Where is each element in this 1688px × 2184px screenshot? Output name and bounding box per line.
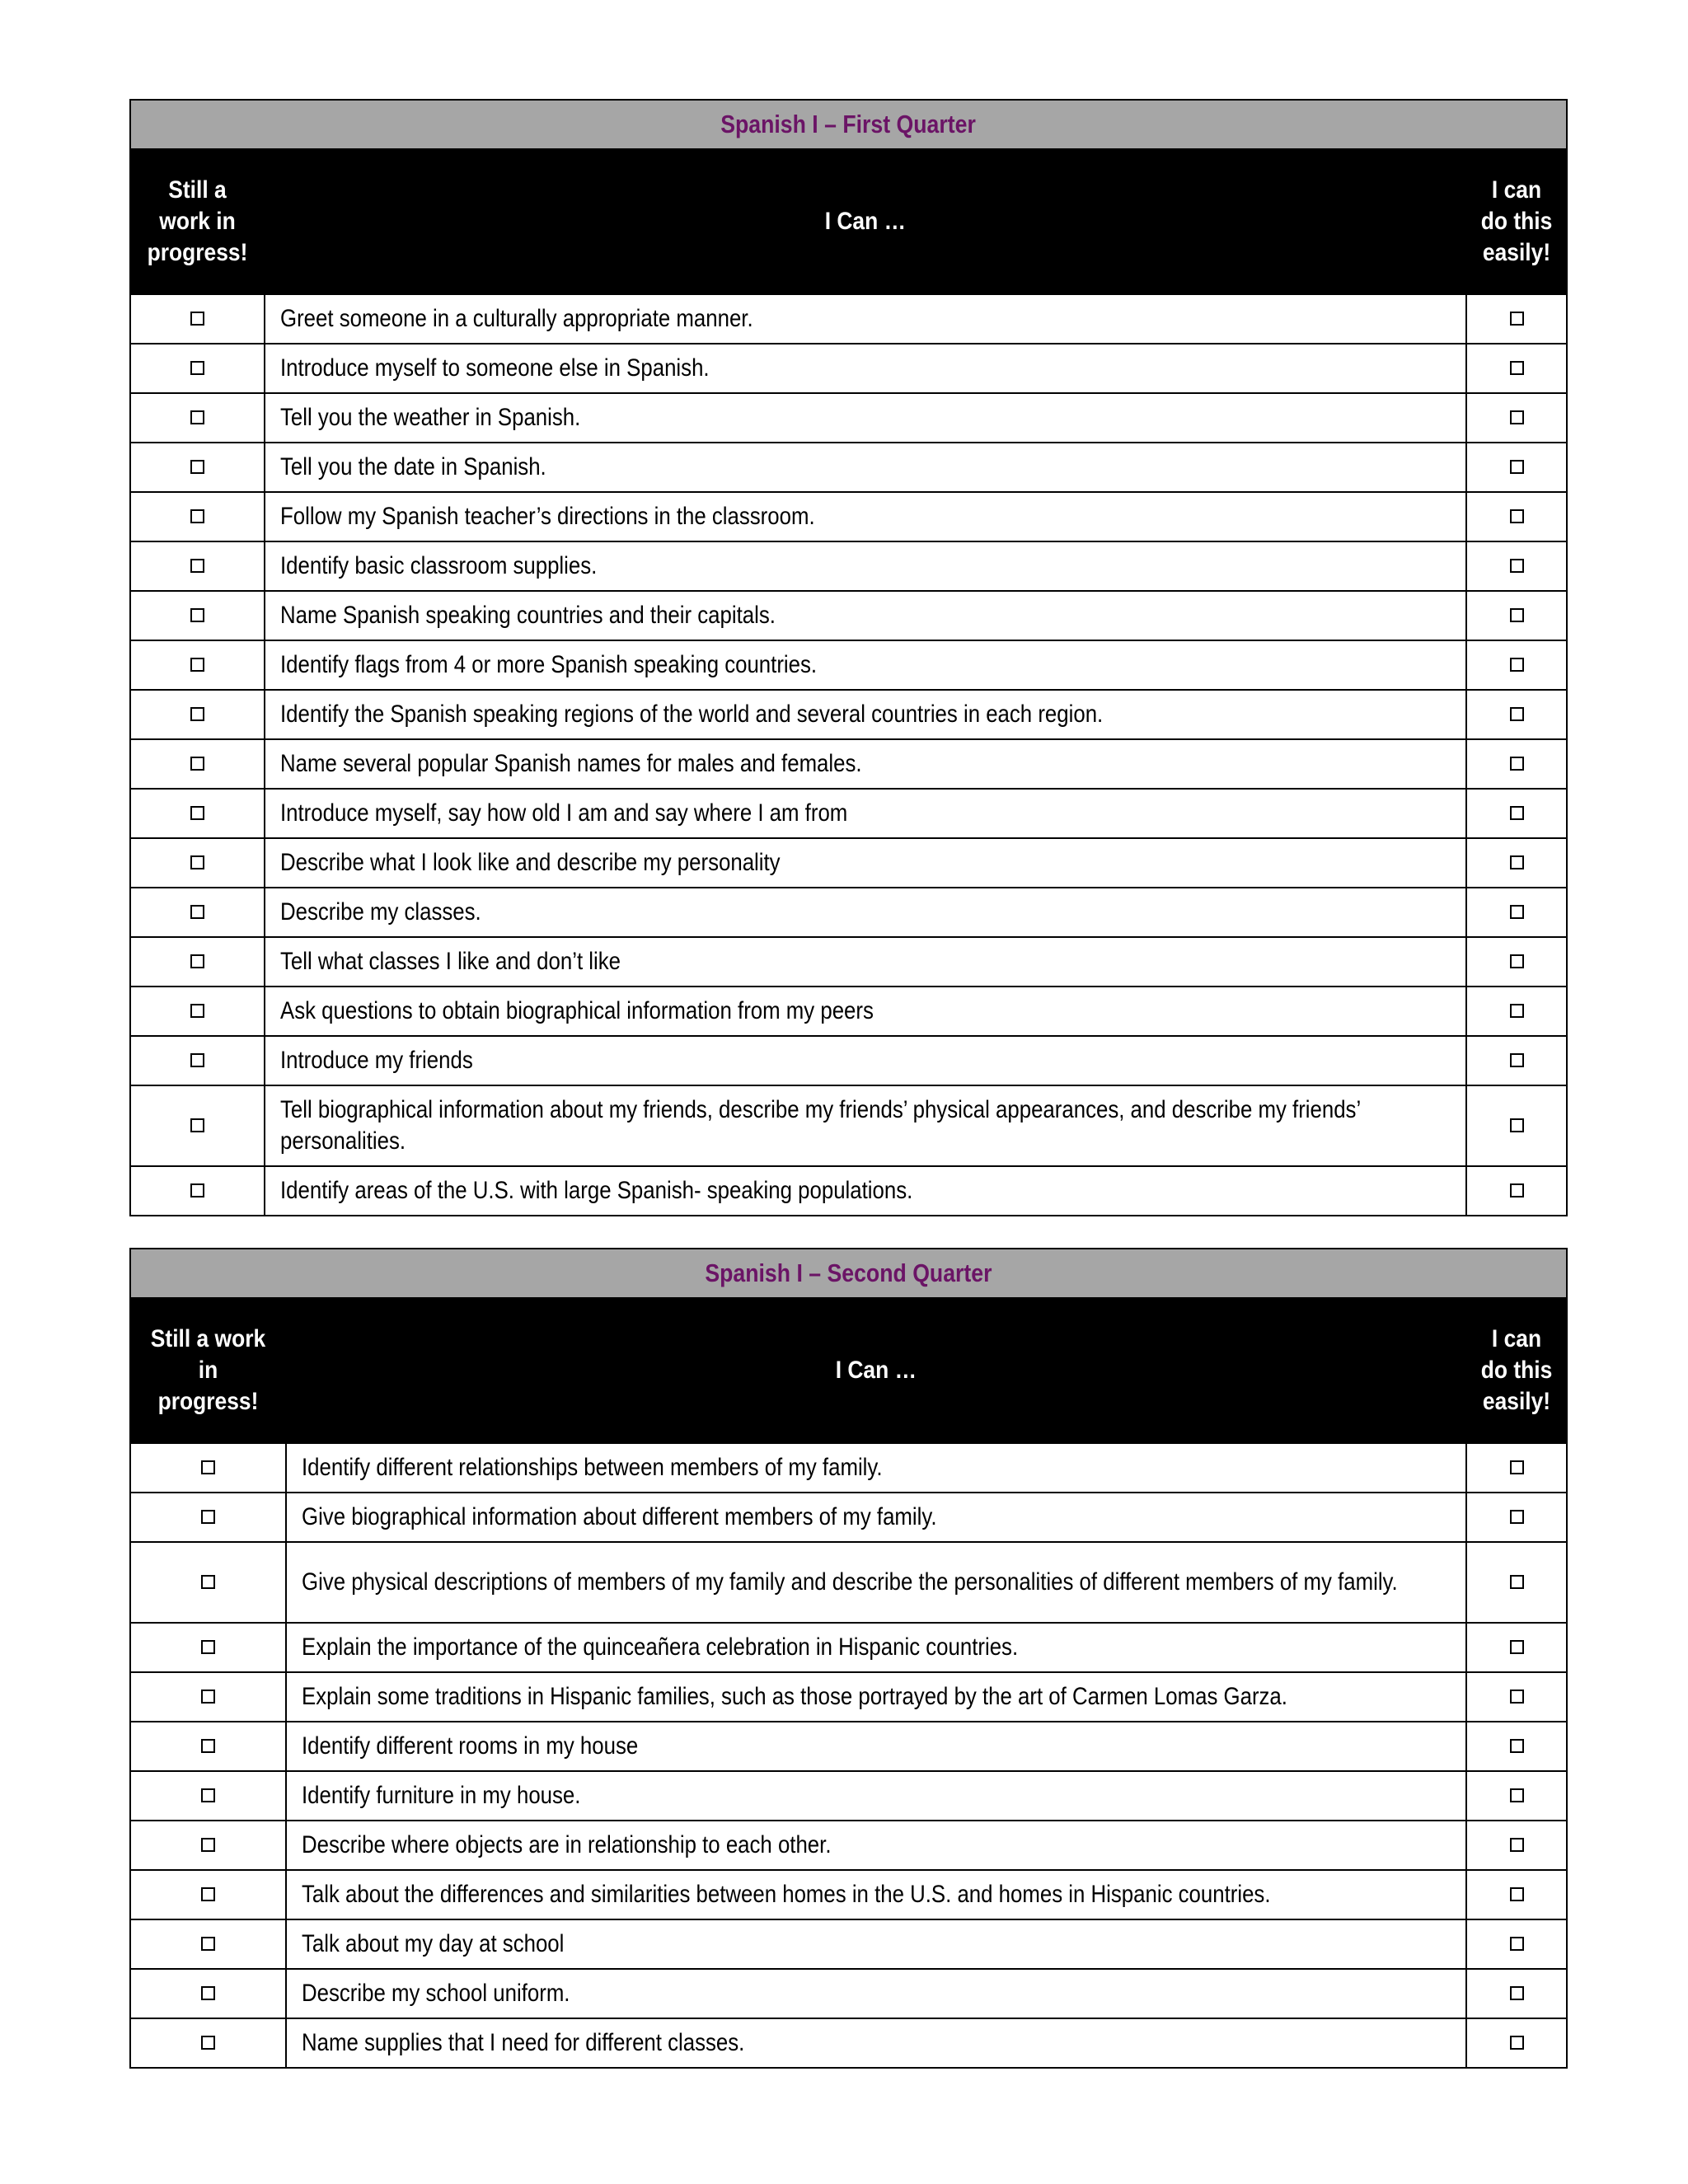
- table-row: [130, 294, 1567, 344]
- work-in-progress-checkbox[interactable]: [190, 855, 204, 869]
- work-in-progress-checkbox[interactable]: [190, 1118, 204, 1132]
- header-row: [130, 1298, 1567, 1443]
- section-title-text: Spanish I – Second Quarter: [705, 1258, 992, 1287]
- i-can-statement: Describe my school uniform.: [302, 1980, 570, 2007]
- i-can-statement-cell: [286, 1722, 1466, 1771]
- i-can-statement-cell: [265, 492, 1466, 541]
- table-row: [130, 1493, 1567, 1542]
- i-can-statement: Describe what I look like and describe my personality: [280, 849, 781, 876]
- i-can-statement-cell: [286, 1672, 1466, 1722]
- work-in-progress-checkbox[interactable]: [190, 954, 204, 968]
- can-do-easily-checkbox[interactable]: [1510, 1887, 1524, 1901]
- i-can-statement-cell: [265, 789, 1466, 838]
- work-in-progress-cell: [130, 1821, 286, 1870]
- work-in-progress-checkbox[interactable]: [190, 806, 204, 820]
- work-in-progress-checkbox[interactable]: [190, 1004, 204, 1018]
- table-row: [130, 1542, 1567, 1623]
- table-row: [130, 443, 1567, 492]
- work-in-progress-cell: [130, 1623, 286, 1672]
- work-in-progress-checkbox[interactable]: [190, 460, 204, 474]
- i-can-statement-cell: [265, 591, 1466, 640]
- can-do-easily-checkbox[interactable]: [1510, 2036, 1524, 2050]
- i-can-statement: Identify flags from 4 or more Spanish speaking countries.: [280, 651, 818, 678]
- work-in-progress-cell: [130, 937, 265, 987]
- work-in-progress-checkbox[interactable]: [201, 1510, 215, 1524]
- work-in-progress-checkbox[interactable]: [201, 1690, 215, 1704]
- i-can-statement: Identify furniture in my house.: [302, 1782, 581, 1809]
- i-can-statement-cell: [286, 1870, 1466, 1919]
- i-can-statement: Introduce my friends: [280, 1047, 473, 1074]
- i-can-statement-cell: [286, 1821, 1466, 1870]
- work-in-progress-cell: [130, 1771, 286, 1821]
- table-row: [130, 541, 1567, 591]
- i-can-statement-cell: [265, 937, 1466, 987]
- work-in-progress-cell: [130, 1969, 286, 2018]
- can-do-easily-checkbox[interactable]: [1510, 559, 1524, 573]
- can-do-easily-checkbox[interactable]: [1510, 806, 1524, 820]
- can-do-easily-checkbox[interactable]: [1510, 460, 1524, 474]
- i-can-statement-cell: [286, 1542, 1466, 1623]
- section-title: [130, 1249, 1567, 1298]
- table-row: [130, 1969, 1567, 2018]
- i-can-statement-cell: [286, 1919, 1466, 1969]
- i-can-statement-cell: [265, 690, 1466, 739]
- i-can-statement: Identify different rooms in my house: [302, 1732, 639, 1760]
- i-can-statement: Greet someone in a culturally appropriate manner.: [280, 305, 753, 332]
- second-quarter-table: [129, 1248, 1568, 2069]
- work-in-progress-checkbox[interactable]: [201, 1788, 215, 1802]
- work-in-progress-cell: [130, 541, 265, 591]
- i-can-statement: Name Spanish speaking countries and their capitals.: [280, 602, 776, 629]
- table-row: [130, 1085, 1567, 1166]
- table-row: [130, 789, 1567, 838]
- work-in-progress-cell: [130, 789, 265, 838]
- can-do-easily-checkbox[interactable]: [1510, 1004, 1524, 1018]
- work-in-progress-cell: [130, 1672, 286, 1722]
- i-can-statement: Introduce myself to someone else in Spanish.: [280, 354, 710, 382]
- i-can-statement: Name supplies that I need for different classes.: [302, 2029, 745, 2056]
- table-row: [130, 640, 1567, 690]
- work-in-progress-checkbox[interactable]: [201, 1575, 215, 1589]
- header-row: [130, 149, 1567, 294]
- work-in-progress-checkbox[interactable]: [190, 1053, 204, 1067]
- i-can-statement-cell: [265, 1166, 1466, 1216]
- table-row: [130, 591, 1567, 640]
- work-in-progress-cell: [130, 838, 265, 888]
- work-in-progress-cell: [130, 888, 265, 937]
- work-in-progress-cell: [130, 1493, 286, 1542]
- i-can-statement-cell: [265, 443, 1466, 492]
- work-in-progress-cell: [130, 1085, 265, 1166]
- work-in-progress-checkbox[interactable]: [201, 1838, 215, 1852]
- i-can-statement: Name several popular Spanish names for males and females.: [280, 750, 862, 777]
- can-do-easily-checkbox[interactable]: [1510, 1575, 1524, 1589]
- table-row: [130, 1443, 1567, 1493]
- work-in-progress-cell: [130, 2018, 286, 2068]
- i-can-statement-cell: [286, 2018, 1466, 2068]
- i-can-statement: Talk about the differences and similarities between homes in the U.S. and homes in Hispanic countries.: [302, 1881, 1271, 1908]
- work-in-progress-checkbox[interactable]: [201, 1986, 215, 2000]
- can-do-easily-checkbox[interactable]: [1510, 1690, 1524, 1704]
- i-can-statement: Identify the Spanish speaking regions of the world and several countries in each region.: [280, 701, 1104, 728]
- header-i-can: I Can …: [265, 149, 1466, 294]
- can-do-easily-checkbox[interactable]: [1510, 509, 1524, 523]
- can-do-easily-checkbox[interactable]: [1510, 707, 1524, 721]
- work-in-progress-checkbox[interactable]: [190, 707, 204, 721]
- section-title-text: Spanish I – First Quarter: [720, 110, 977, 138]
- table-row: [130, 987, 1567, 1036]
- i-can-statement-cell: [265, 344, 1466, 393]
- can-do-easily-checkbox[interactable]: [1510, 608, 1524, 622]
- i-can-statement-cell: [286, 1493, 1466, 1542]
- i-can-statement-cell: [286, 1443, 1466, 1493]
- i-can-statement: Give biographical information about different members of my family.: [302, 1503, 937, 1530]
- work-in-progress-checkbox[interactable]: [201, 1937, 215, 1951]
- i-can-statement-cell: [265, 1036, 1466, 1085]
- can-do-easily-checkbox[interactable]: [1510, 658, 1524, 672]
- i-can-statement-cell: [286, 1623, 1466, 1672]
- table-row: [130, 1771, 1567, 1821]
- work-in-progress-cell: [130, 1870, 286, 1919]
- table-row: [130, 888, 1567, 937]
- work-in-progress-checkbox[interactable]: [190, 410, 204, 424]
- can-do-easily-checkbox[interactable]: [1510, 1739, 1524, 1753]
- work-in-progress-checkbox[interactable]: [201, 1739, 215, 1753]
- can-do-easily-checkbox[interactable]: [1510, 1460, 1524, 1474]
- work-in-progress-checkbox[interactable]: [190, 361, 204, 375]
- work-in-progress-checkbox[interactable]: [190, 608, 204, 622]
- table-row: [130, 1623, 1567, 1672]
- table-row: [130, 1821, 1567, 1870]
- i-can-statement: Give physical descriptions of members of my family and describe the personalities of different members of my family.: [302, 1568, 1398, 1596]
- i-can-statement: Describe my classes.: [280, 898, 481, 926]
- can-do-easily-checkbox[interactable]: [1510, 954, 1524, 968]
- can-do-easily-checkbox[interactable]: [1510, 1183, 1524, 1197]
- i-can-statement-cell: [265, 739, 1466, 789]
- can-do-easily-checkbox[interactable]: [1510, 361, 1524, 375]
- work-in-progress-cell: [130, 344, 265, 393]
- work-in-progress-cell: [130, 739, 265, 789]
- table-row: [130, 1722, 1567, 1771]
- i-can-statement-cell: [265, 838, 1466, 888]
- i-can-statement-cell: [265, 1085, 1466, 1166]
- work-in-progress-cell: [130, 393, 265, 443]
- table-row: [130, 1870, 1567, 1919]
- work-in-progress-cell: [130, 987, 265, 1036]
- work-in-progress-checkbox[interactable]: [190, 905, 204, 919]
- work-in-progress-checkbox[interactable]: [201, 1887, 215, 1901]
- i-can-statement: Tell biographical information about my friends, describe my friends’ physical appearances, and describe my friends’ personalities.: [280, 1096, 1361, 1155]
- i-can-statement: Tell you the weather in Spanish.: [280, 404, 581, 431]
- i-can-statement-cell: [286, 1969, 1466, 2018]
- i-can-statement-cell: [265, 393, 1466, 443]
- can-do-easily-checkbox[interactable]: [1510, 1510, 1524, 1524]
- i-can-statement: Identify areas of the U.S. with large Spanish- speaking populations.: [280, 1177, 913, 1204]
- can-do-easily-checkbox[interactable]: [1510, 757, 1524, 771]
- can-do-easily-checkbox[interactable]: [1510, 1986, 1524, 2000]
- table-row: [130, 1919, 1567, 1969]
- work-in-progress-cell: [130, 443, 265, 492]
- first-quarter-items: [130, 294, 1567, 1216]
- table-row: [130, 393, 1567, 443]
- table-row: [130, 2018, 1567, 2068]
- i-can-statement: Follow my Spanish teacher’s directions in the classroom.: [280, 503, 815, 530]
- table-row: [130, 937, 1567, 987]
- table-row: [130, 344, 1567, 393]
- can-do-easily-checkbox[interactable]: [1510, 1053, 1524, 1067]
- i-can-statement: Explain the importance of the quinceañera celebration in Hispanic countries.: [302, 1633, 1019, 1661]
- header-easily: I can do this easily!: [1466, 149, 1567, 294]
- table-row: [130, 1036, 1567, 1085]
- work-in-progress-cell: [130, 591, 265, 640]
- header-work-in-progress: Still a work in progress!: [130, 149, 265, 294]
- i-can-statement-cell: [265, 987, 1466, 1036]
- i-can-statement: Talk about my day at school: [302, 1930, 565, 1957]
- table-row: [130, 1672, 1567, 1722]
- can-do-easily-checkbox[interactable]: [1510, 1118, 1524, 1132]
- work-in-progress-cell: [130, 640, 265, 690]
- can-do-easily-checkbox[interactable]: [1510, 1788, 1524, 1802]
- work-in-progress-cell: [130, 1722, 286, 1771]
- i-can-statement: Describe where objects are in relationship to each other.: [302, 1831, 832, 1858]
- work-in-progress-checkbox[interactable]: [190, 312, 204, 326]
- can-do-easily-checkbox[interactable]: [1510, 1640, 1524, 1654]
- can-do-easily-checkbox[interactable]: [1510, 312, 1524, 326]
- can-do-easily-checkbox[interactable]: [1510, 1937, 1524, 1951]
- work-in-progress-cell: [130, 1919, 286, 1969]
- work-in-progress-cell: [130, 1542, 286, 1623]
- work-in-progress-cell: [130, 492, 265, 541]
- work-in-progress-cell: [130, 1443, 286, 1493]
- i-can-statement-cell: [265, 888, 1466, 937]
- section-title: [130, 100, 1567, 149]
- i-can-statement: Ask questions to obtain biographical information from my peers: [280, 997, 874, 1024]
- work-in-progress-cell: [130, 294, 265, 344]
- i-can-statement: Explain some traditions in Hispanic families, such as those portrayed by the art of Carmen Lomas Garza.: [302, 1683, 1287, 1710]
- work-in-progress-cell: [130, 690, 265, 739]
- section-title-row: [130, 100, 1567, 149]
- work-in-progress-cell: [130, 1166, 265, 1216]
- work-in-progress-checkbox[interactable]: [190, 559, 204, 573]
- i-can-statement: Tell you the date in Spanish.: [280, 453, 546, 480]
- work-in-progress-checkbox[interactable]: [190, 509, 204, 523]
- work-in-progress-checkbox[interactable]: [201, 1460, 215, 1474]
- table-row: [130, 739, 1567, 789]
- i-can-statement-cell: [265, 541, 1466, 591]
- work-in-progress-checkbox[interactable]: [190, 1183, 204, 1197]
- second-quarter-items: [130, 1443, 1567, 2068]
- table-row: [130, 838, 1567, 888]
- work-in-progress-checkbox[interactable]: [190, 757, 204, 771]
- header-easily: I can do this easily!: [1466, 1298, 1567, 1443]
- work-in-progress-checkbox[interactable]: [201, 2036, 215, 2050]
- i-can-statement-cell: [265, 640, 1466, 690]
- i-can-statement: Introduce myself, say how old I am and say where I am from: [280, 799, 848, 827]
- can-do-easily-checkbox[interactable]: [1510, 410, 1524, 424]
- i-can-statement-cell: [265, 294, 1466, 344]
- first-quarter-table: [129, 99, 1568, 1216]
- work-in-progress-checkbox[interactable]: [201, 1640, 215, 1654]
- i-can-statement: Identify basic classroom supplies.: [280, 552, 598, 579]
- i-can-statement: Tell what classes I like and don’t like: [280, 948, 621, 975]
- header-i-can: I Can …: [286, 1298, 1466, 1443]
- table-row: [130, 492, 1567, 541]
- i-can-statement: Identify different relationships between members of my family.: [302, 1454, 883, 1481]
- work-in-progress-cell: [130, 1036, 265, 1085]
- section-title-row: [130, 1249, 1567, 1298]
- can-do-easily-checkbox[interactable]: [1510, 905, 1524, 919]
- i-can-statement-cell: [286, 1771, 1466, 1821]
- table-row: [130, 690, 1567, 739]
- work-in-progress-checkbox[interactable]: [190, 658, 204, 672]
- can-do-easily-checkbox[interactable]: [1510, 1838, 1524, 1852]
- table-row: [130, 1166, 1567, 1216]
- can-do-easily-checkbox[interactable]: [1510, 855, 1524, 869]
- header-work-in-progress: Still a work in progress!: [130, 1298, 286, 1443]
